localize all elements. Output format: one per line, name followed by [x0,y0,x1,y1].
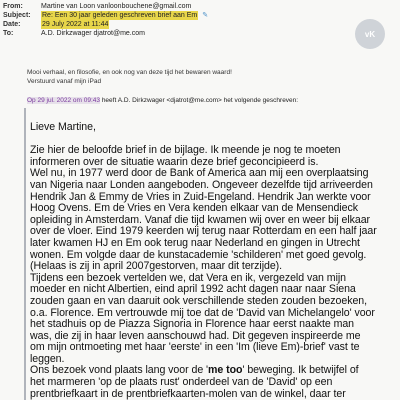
quote-attribution: heeft A.D. Dirkzwager <djatrot@me.com> het volgende geschreven: [101,97,299,104]
reply-line: Mooi verhaal, en filosofie, en ook nog van deze tijd het bewaren waard! [27,69,232,76]
letter-line: moeder en nicht Albertien, eind april 1992 acht dagen naar naar Siena [30,283,356,296]
to-label: To: [3,30,14,37]
subject-label: Subject: [3,12,31,19]
to-value[interactable]: A.D. Dirkzwager djatrot@me.com [41,30,145,37]
reply-text [27,68,232,86]
letter-line: om mijn ontmoeting met haar 'eerste' in een 'Im (lieve Em)-brief' vast te [30,341,360,354]
letter-line: zouden gaan en van daaruit ook verschillende steden zouden bezoeken, [30,294,368,307]
letter-line: Wel nu, in 1977 werd door de Bank of America aan mij een overplaatsing [30,167,369,180]
quote-header [27,96,298,105]
letter-line: o.a. Florence. Em vertrouwde mij toe dat de 'David van Michelangelo' voor [30,306,375,319]
letter-line: Hoog Ovens. Em de Vries en Vera kenden elkaar van de Mensendieck [30,202,358,215]
letter-line: (Helaas is zij in april 2007gestorven, maar dit terzijde). [30,260,283,273]
letter-line: leggen. [30,352,65,365]
letter-line: over de vloer. Eind 1979 keerden wij terug naar Rotterdam en een half jaar [30,225,377,238]
letter-line: Tijdens een bezoek vertelden we, dat Vera en ik, vergezeld van mijn [30,271,347,284]
text-run: Ons bezoek vond plaats lang voor de ' [30,364,209,377]
letter-line: opleiding in Amsterdam. Vanaf die tijd kwamen wij over en weer bij elkaar [30,213,371,226]
date-row [3,20,343,29]
quote-bar [24,108,26,400]
text-run: ' beweging. Ik betwijfel of [242,364,359,377]
from-name[interactable]: Martine van Loon [41,3,96,10]
letter-line: het stadhuis op de Piazza Signoria in Florence haar eerst naakte man [30,318,355,331]
letter-line: Hendrik Jan & Emmy de Vries in Zuid-Engeland. Hendrik Jan werkte voor [30,190,371,203]
letter-line: van Nigeria naar Londen aangeboden. Ongeveer dezelfde tijd arriveerden [30,178,373,191]
quote-datetime[interactable]: Op 29 jul. 2022 om 09:43 [27,97,100,104]
letter-line: wonen. Em volgde daar de kunstacademie 'schilderen' met goed gevolg. [30,248,367,261]
signature-line: Verstuurd vanaf mijn iPad [27,78,102,85]
date-label: Date: [3,21,21,28]
subject-value: Re: Een 30 jaar geleden geschreven brief aan Em [42,12,198,19]
from-email[interactable]: vanloonbouchene@gmail.com [97,3,192,10]
letter-line: het marmeren 'op de plaats rust' onderdeel van de 'David' op een [30,376,333,389]
letter-body [30,122,394,400]
letter-line: informeren over de situatie waarin deze brief geconcipieerd is. [30,155,319,168]
pencil-icon[interactable]: ✎ [202,12,209,19]
letter-line: Zie hier de beloofde brief in de bijlage. Ik meende je nog te moeten [30,144,341,157]
date-value: 29 July 2022 at 11:44 [42,21,109,28]
email-header [3,2,343,38]
letter-line: was, die zij in haar leven aanschouwd had. Dit gegeven inspireerde me [30,329,361,342]
avatar: vK [355,19,385,49]
letter-line: prentbriefkaart in de prentbriefkaarten-molen van de winkel, daar ter [30,387,346,400]
subject-row [3,11,343,20]
from-label: From: [3,3,23,10]
to-row [3,29,343,38]
greeting: Lieve Martine, [30,121,96,133]
from-row [3,2,343,11]
me-too-bold: me too [208,364,243,377]
letter-line: later kwamen HJ en Em ook terug naar Nederland en gingen in Utrecht [30,236,360,249]
